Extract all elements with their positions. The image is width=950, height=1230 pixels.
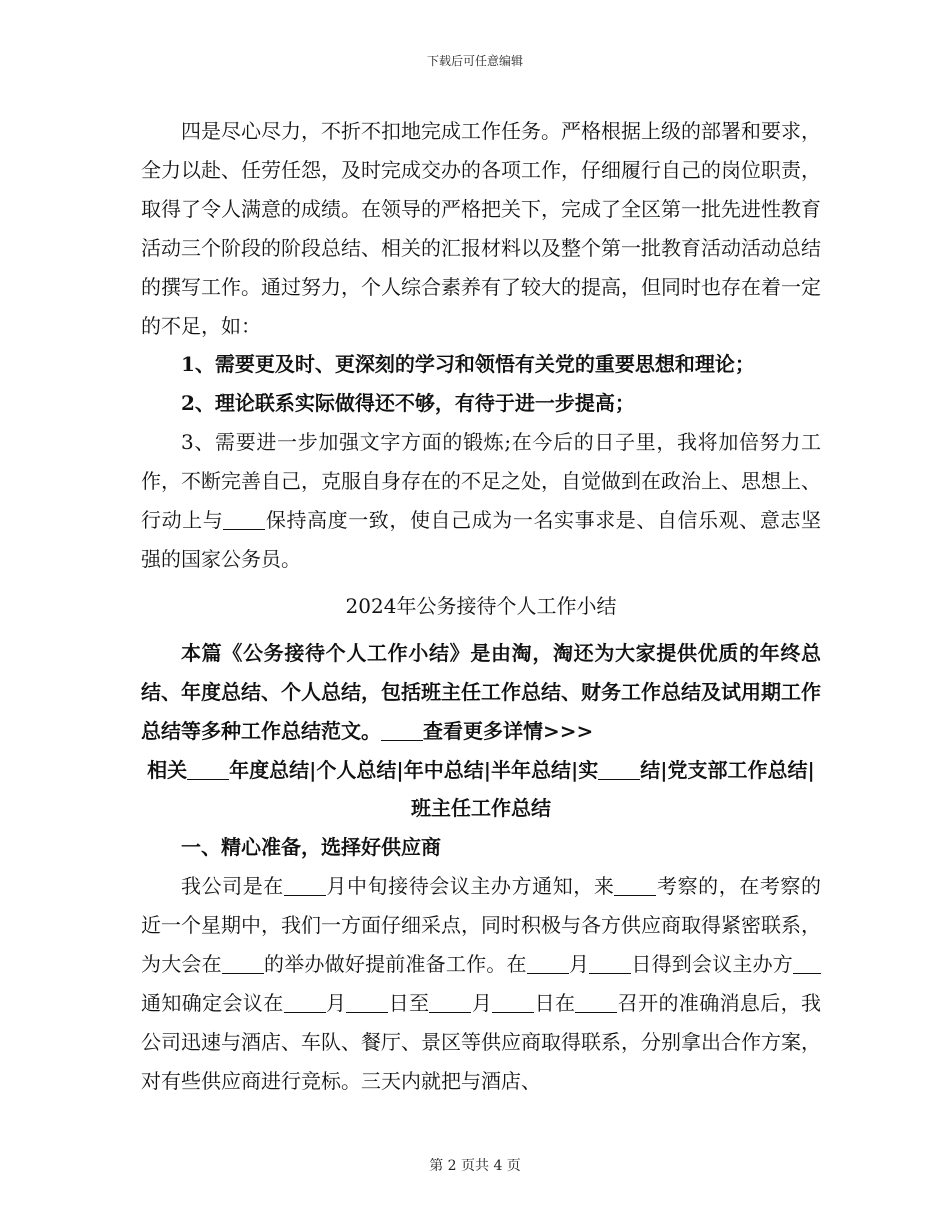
s1-text: 通知确定会议在 (141, 990, 284, 1015)
s1-text: 日得到会议主办方 (631, 952, 794, 977)
section1-paragraph (141, 867, 821, 1100)
related-links-text-a[interactable]: 年度总结|个人总结|年中总结|半年总结|实 (229, 757, 599, 782)
intro-text: 本篇《公务接待个人工作小结》是由淘，淘还为大家提供优质的年终总结、年度总结、个人总结，包括班主任工作总结、财务工作总结及试用期工作总结等多种工作总结范文。 (141, 640, 821, 743)
blank-underline (614, 875, 656, 896)
s1-text: 的举办做好提前准备工作。在 (263, 952, 527, 977)
blank-underline (284, 992, 326, 1013)
article-intro (141, 634, 821, 751)
s1-text: 我公司是在 (181, 874, 284, 899)
blank-underline (589, 953, 631, 974)
blank-underline (575, 992, 617, 1013)
more-details-link[interactable]: 查看更多详情>>> (423, 718, 594, 743)
blank-underline (223, 509, 265, 530)
item3-text-b: 保持高度一致，使自己成为一名实事求是、自信乐观、意志坚强的国家公务员。 (141, 508, 822, 571)
document-body (141, 112, 821, 1101)
s1-text: 考察的，在考察的近一个星期中，我们一方面仔细采点，同时积极与各方供应商取得紧密联系，为大会在 (141, 874, 822, 977)
blank-underline (793, 953, 821, 974)
shortcoming-item-3 (141, 423, 821, 579)
blank-underline (284, 875, 326, 896)
blank-underline (429, 992, 471, 1013)
blank-underline (381, 720, 423, 741)
s1-text: 日在 (534, 990, 576, 1015)
blank-underline (346, 992, 388, 1013)
s1-text: 月 (325, 990, 347, 1015)
blank-underline (187, 759, 229, 780)
related-label: 相关 (147, 757, 188, 782)
section-heading: 一、精心准备，选择好供应商 (181, 835, 441, 860)
shortcoming-item-1: 1、需要更及时、更深刻的学习和领悟有关党的重要思想和理论； (181, 352, 755, 377)
blank-underline (598, 759, 640, 780)
item3-text-a: 3、需要进一步加强文字方面的锻炼;在今后的日子里，我将加倍努力工作，不断完善自己，克服自身存在的不足之处，自觉做到在政治上、思想上、行动上与 (141, 430, 821, 533)
blank-underline (492, 992, 534, 1013)
shortcoming-item-2: 2、理论联系实际做得还不够，有待于进一步提高； (181, 391, 635, 416)
s1-text: 日至 (388, 990, 430, 1015)
related-links-text-b[interactable]: 结|党支部工作总结|班主任工作总结 (411, 757, 815, 821)
s1-text: 月 (471, 990, 493, 1015)
s1-text: 召开的准确消息后，我公司迅速与酒店、车队、餐厅、景区等供应商取得联系，分别拿出合作方案，对有些供应商进行竞标。三天内就把与酒店、 (141, 990, 822, 1093)
s1-text: 月中旬接待会议主办方通知，来 (325, 874, 615, 899)
s1-text: 月 (568, 952, 590, 977)
page-footer: 第 2 页共 4 页 (429, 1158, 521, 1174)
related-links (141, 751, 821, 829)
blank-underline (222, 953, 264, 974)
page-header: 下载后可任意编辑 (426, 54, 523, 68)
article-title: 2024年公务接待个人工作小结 (345, 593, 617, 618)
paragraph-work-tasks: 四是尽心尽力，不折不扣地完成工作任务。严格根据上级的部署和要求，全力以赴、任劳任怨，及时完成交办的各项工作，仔细履行自己的岗位职责，取得了令人满意的成绩。在领导的严格把关下，完成了全区第一批先进性教育活动三个阶段的阶段总结、相关的汇报材料以及整个第一批教育活动活动总结的撰写工作。通过努力，个人综合素养有了较大的提高，但同时也存在着一定的不足，如： (141, 119, 821, 338)
blank-underline (527, 953, 569, 974)
